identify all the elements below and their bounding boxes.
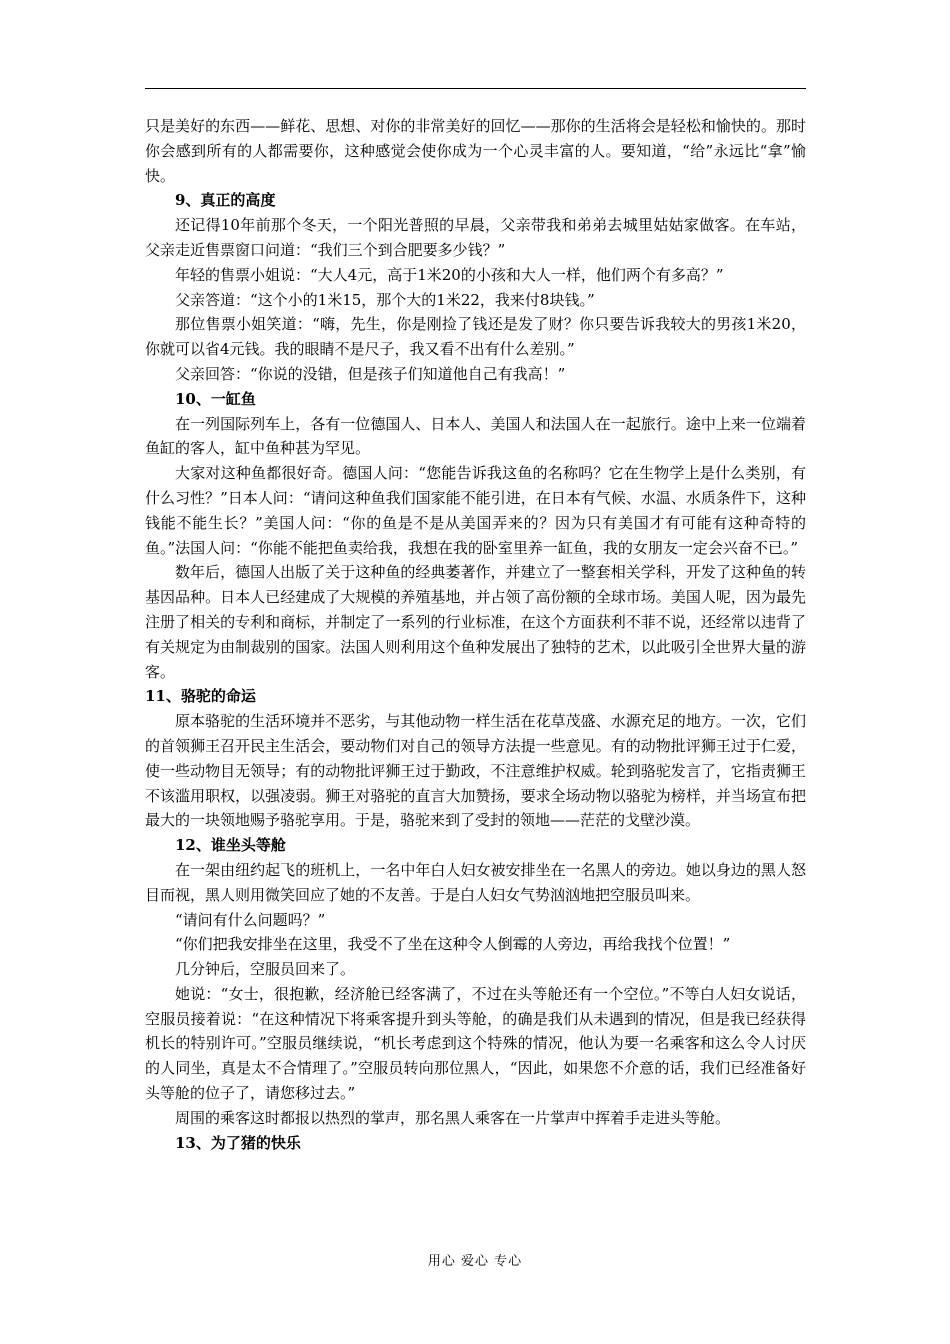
paragraph: “你们把我安排坐在这里，我受不了坐在这种令人倒霉的人旁边，再给我找个位置！”	[175, 935, 731, 954]
paragraph: 她说：“女士，很抱歉，经济舱已经客满了，不过在头等舱还有一个空位。”不等白人妇女说话，空服员接着说：“在这种情况下将乘客提升到头等舱，的确是我们从未遇到的情况，但是我已经获得机长的特别许可。”空服员继续说，“机长考虑到这个特殊的情况，他认为要一名乘客和这么令人讨厌的人同坐，真是太不合情理了。”空服员转向那位黑人，“因此，如果您不介意的话，我们已经准备好头等舱的位子了，请您移过去。”	[145, 984, 806, 1103]
paragraph: 周围的乘客这时都报以热烈的掌声，那名黑人乘客在一片掌声中挥着手走进头等舱。	[175, 1108, 731, 1127]
section-heading-11: 11、骆驼的命运	[145, 687, 256, 706]
paragraph-continuation: 只是美好的东西——鲜花、思想、对你的非常美好的回忆——那你的生活将会是轻松和愉快的。那时你会感到所有的人都需要你，这种感觉会使你成为一个心灵丰富的人。要知道，“给”永远比“拿”愉快。	[145, 117, 806, 185]
paragraph: 在一架由纽约起飞的班机上，一名中年白人妇女被安排坐在一名黑人的旁边。她以身边的黑人怒目而视，黑人则用微笑回应了她的不友善。于是白人妇女气势汹汹地把空服员叫来。	[145, 860, 806, 904]
section-heading-13: 13、为了猪的快乐	[175, 1133, 301, 1152]
paragraph: 父亲回答：“你说的没错，但是孩子们知道他自己有我高！”	[175, 364, 566, 383]
paragraph: 原本骆驼的生活环境并不恶劣，与其他动物一样生活在花草茂盛、水源充足的地方。一次，它们的首领狮王召开民主生活会，要动物们对自己的领导方法提一些意见。有的动物批评狮王过于仁爱，使一些动物目无领导；有的动物批评狮王过于勤政，不注意维护权威。轮到骆驼发言了，它指责狮王不该滥用职权，以强凌弱。狮王对骆驼的直言大加赞扬，要求全场动物以骆驼为榜样，并当场宣布把最大的一块领地赐予骆驼享用。于是，骆驼来到了受封的领地——茫茫的戈壁沙漠。	[145, 712, 806, 830]
document-body	[145, 114, 806, 1155]
section-heading-12: 12、谁坐头等舱	[175, 836, 286, 855]
paragraph: 数年后，德国人出版了关于这种鱼的经典萎著作，并建立了一整套相关学科，开发了这种鱼的转基因品种。日本人已经建成了大规模的养殖基地，并占领了高份额的全球市场。美国人呢，因为最先注册了相关的专利和商标，并制定了一系列的行业标准，在这个方面获利不菲不说，还经常以违背了有关规定为由制裁别的国家。法国人则利用这个鱼种发展出了独特的艺术，以此吸引全世界大量的游客。	[145, 563, 806, 681]
paragraph: “请问有什么问题吗？”	[175, 910, 326, 929]
paragraph: 在一列国际列车上，各有一位德国人、日本人、美国人和法国人在一起旅行。途中上来一位端着鱼缸的客人，缸中鱼种甚为罕见。	[145, 414, 806, 458]
paragraph: 父亲答道：“这个小的1米15，那个大的1米22，我来付8块钱。”	[175, 290, 595, 309]
paragraph: 几分钟后，空服员回来了。	[175, 960, 356, 979]
paragraph: 还记得10年前那个冬天，一个阳光普照的早晨，父亲带我和弟弟去城里姑姑家做客。在车站，父亲走近售票窗口问道：“我们三个到合肥要多少钱？”	[145, 216, 806, 259]
section-heading-10: 10、一缸鱼	[175, 389, 256, 408]
paragraph: 大家对这种鱼都很好奇。德国人问：“您能告诉我这鱼的名称吗？它在生物学上是什么类别，有什么习性？”日本人问：“请问这种鱼我们国家能不能引进，在日本有气候、水温、水质条件下，这种钱能不能生长？”美国人问：“你的鱼是不是从美国弄来的？因为只有美国才有可能有这种奇特的鱼。”法国人问：“你能不能把鱼卖给我，我想在我的卧室里养一缸鱼，我的女朋友一定会兴奋不已。”	[145, 464, 806, 557]
paragraph: 年轻的售票小姐说：“大人4元，高于1米20的小孩和大人一样，他们两个有多高？”	[175, 265, 724, 284]
paragraph: 那位售票小姐笑道：“嗨，先生，你是刚捡了钱还是发了财？你只要告诉我较大的男孩1米20，你就可以省4元钱。我的眼睛不是尺子，我又看不出有什么差别。”	[145, 315, 806, 359]
header-rule	[145, 88, 806, 89]
page-footer: 用心 爱心 专心	[427, 1254, 523, 1269]
section-heading-9: 9、真正的高度	[175, 191, 276, 210]
